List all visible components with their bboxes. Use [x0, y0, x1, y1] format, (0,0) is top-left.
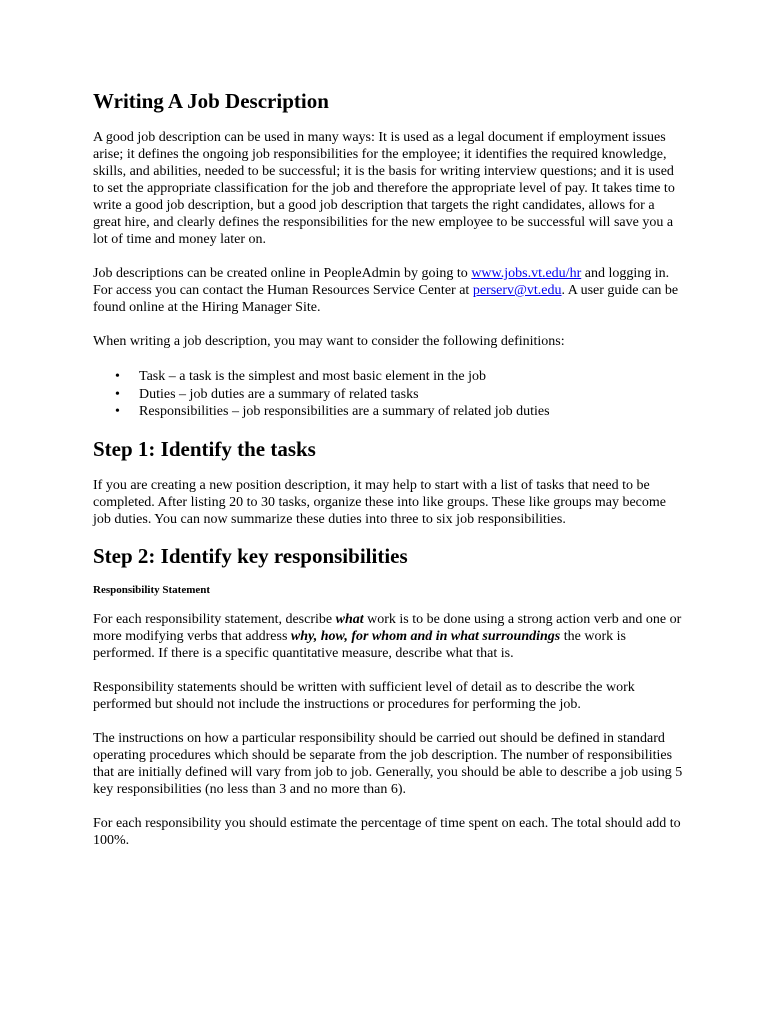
- detail-paragraph: Responsibility statements should be written with sufficient level of detail as to describe the work performed but should not include the instructions or procedures for performing the job.: [93, 679, 635, 712]
- online-paragraph: [93, 265, 683, 316]
- step1-paragraph: If you are creating a new position description, it may help to start with a list of tasks that need to be completed. After listing 20 to 30 tasks, organize these into like groups. These like groups may become job duties. You can now summarize these duties into three to six job responsibilities.: [93, 477, 666, 527]
- statement-paragraph: [93, 611, 683, 662]
- online-text-3: . A user guide can be found online at the Hiring Manager Site.: [93, 283, 679, 315]
- online-text-1: Job descriptions can be created online in PeopleAdmin by going to: [93, 266, 472, 281]
- percentage-paragraph: For each responsibility you should estimate the percentage of time spent on each. The total should add to 100%.: [93, 815, 681, 848]
- instructions-paragraph: The instructions on how a particular responsibility should be carried out should be defined in standard operating procedures which should be separate from the job description. The number of responsibilities that are initially defined will vary from job to job. Generally, you should be able to describe a job using 5 key responsibilities (no less than 3 and no more than 6).: [93, 730, 683, 797]
- bullet-icon: •: [115, 369, 120, 384]
- statement-emphasis-what: what: [335, 611, 364, 627]
- document-page: [93, 86, 683, 849]
- definitions-list: [93, 368, 683, 421]
- online-text-2: and logging in. For access you can contact the Human Resources Service Center at: [93, 266, 670, 298]
- statement-text-3: the work is performed. If there is a specific quantitative measure, describe what that is.: [93, 628, 626, 661]
- list-item: [93, 403, 683, 421]
- step2-heading: Step 2: Identify key responsibilities: [93, 543, 408, 568]
- bullet-icon: •: [115, 404, 120, 419]
- definition-task: Task – a task is the simplest and most basic element in the job: [139, 369, 487, 384]
- statement-emphasis-why-how: why, how, for whom and in what surroundings: [290, 628, 561, 644]
- bullet-icon: •: [115, 386, 120, 402]
- list-item: [93, 386, 683, 404]
- responsibility-statement-subheading: Responsibility Statement: [93, 583, 211, 596]
- email-link[interactable]: perserv@vt.edu: [472, 283, 562, 298]
- document-title: Writing A Job Description: [93, 89, 329, 113]
- definition-responsibilities: Responsibilities – job responsibilities are a summary of related job duties: [139, 404, 550, 419]
- step1-heading: Step 1: Identify the tasks: [93, 436, 316, 461]
- list-item: [93, 368, 683, 386]
- jobs-link[interactable]: www.jobs.vt.edu/hr: [471, 266, 582, 281]
- intro-paragraph: A good job description can be used in many ways: It is used as a legal document if employment issues arise; it defines the ongoing job responsibilities for the employee; it identifies the required knowledge, skills, and abilities, needed to be successful; it is the basis for writing interview questions; and it is used to set the appropriate classification for the job and therefore the appropriate level of pay. It takes time to write a good job description, but a good job description that targets the right candidates, allows for a great hire, and clearly defines the responsibilities for the new employee to be successful will save you a lot of time and money later on.: [93, 130, 675, 247]
- statement-text-2: work is to be done using a strong action verb and one or more modifying verbs that address: [93, 611, 682, 644]
- definitions-intro: When writing a job description, you may want to consider the following definitions:: [93, 334, 565, 349]
- statement-text-1: For each responsibility statement, describe: [93, 611, 336, 627]
- definition-duties: Duties – job duties are a summary of related tasks: [139, 386, 419, 402]
